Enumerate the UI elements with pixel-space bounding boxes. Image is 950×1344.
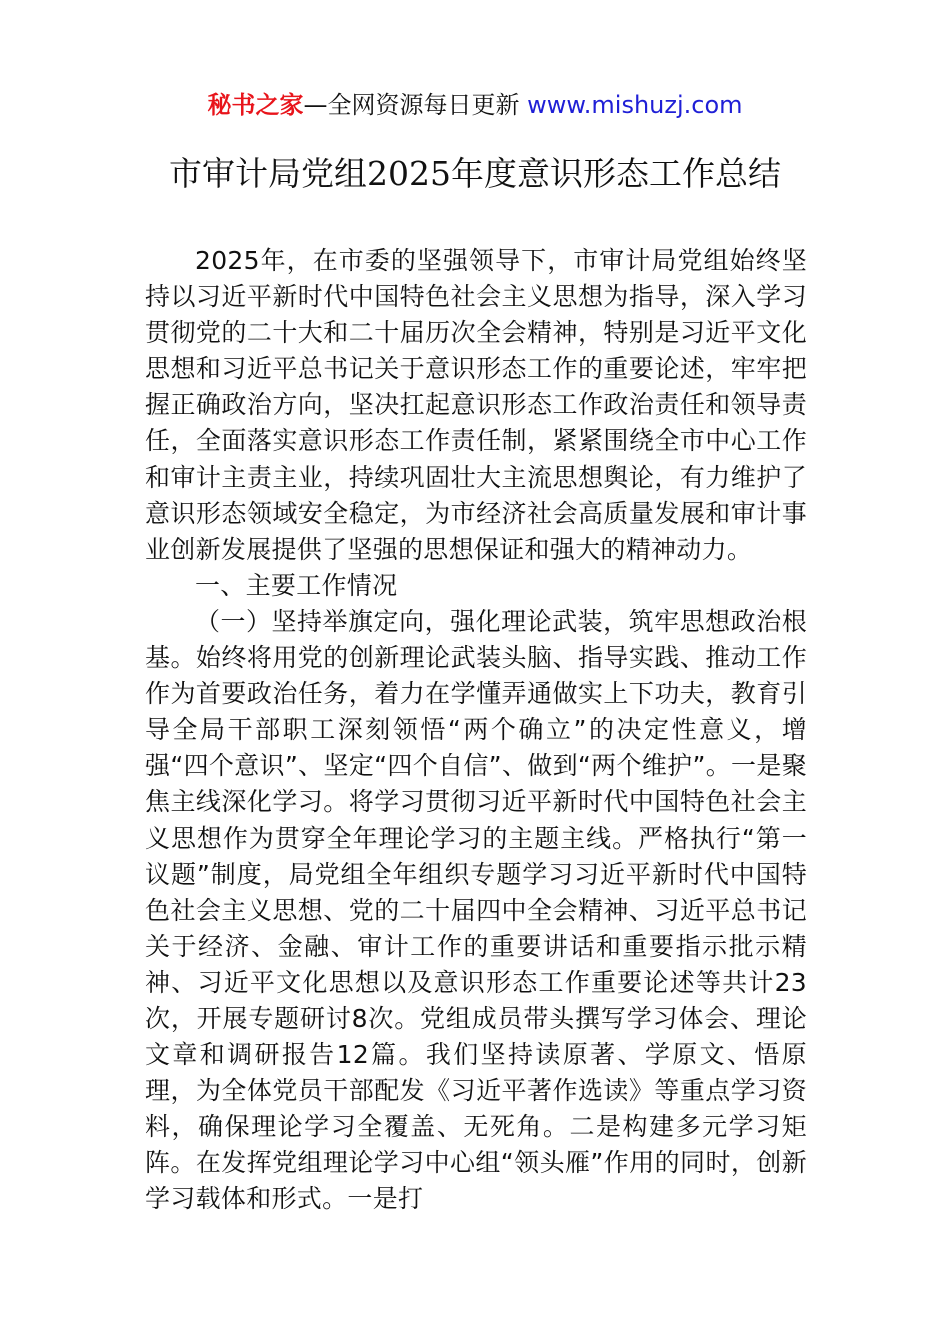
intro-paragraph: 2025年，在市委的坚强领导下，市审计局党组始终坚持以习近平新时代中国特色社会主义思想为指导，深入学习贯彻党的二十大和二十届历次全会精神，特别是习近平文化思想和习近平总书记关于意识形态工作的重要论述，牢牢把握正确政治方向，坚决扛起意识形态工作政治责任和领导责任，全面落实意识形态工作责任制，紧紧围绕全市中心工作和审计主责主业，持续巩固壮大主流思想舆论，有力维护了意识形态领域安全稳定，为市经济社会高质量发展和审计事业创新发展提供了坚强的思想保证和强大的精神动力。 (145, 246, 807, 564)
brand-name: 秘书之家 (207, 91, 304, 119)
site-url: www.mishuzj.com (527, 91, 743, 119)
site-banner (0, 88, 950, 122)
body-paragraph: （一）坚持举旗定向，强化理论武装，筑牢思想政治根基。始终将用党的创新理论武装头脑、指导实践、推动工作作为首要政治任务，着力在学懂弄通做实上下功夫，教育引导全局干部职工深刻领悟“两个确立”的决定性意义，增强“四个意识”、坚定“四个自信”、做到“两个维护”。一是聚焦主线深化学习。将学习贯彻习近平新时代中国特色社会主义思想作为贯穿全年理论学习的主题主线。严格执行“第一议题”制度，局党组全年组织专题学习习近平新时代中国特色社会主义思想、党的二十届四中全会精神、习近平总书记关于经济、金融、审计工作的重要讲话和重要指示批示精神、习近平文化思想以及意识形态工作重要论述等共计23次，开展专题研讨8次。党组成员带头撰写学习体会、理论文章和调研报告12篇。我们坚持读原著、学原文、悟原理，为全体党员干部配发《习近平著作选读》等重点学习资料，确保理论学习全覆盖、无死角。二是构建多元学习矩阵。在发挥党组理论学习中心组“领头雁”作用的同时，创新学习载体和形式。一是打 (145, 606, 807, 1214)
banner-tagline: —全网资源每日更新 (303, 91, 528, 119)
document-title: 市审计局党组2025年度意识形态工作总结 (169, 154, 781, 193)
document-body (145, 243, 807, 1218)
section-heading: 一、主要工作情况 (195, 570, 398, 600)
